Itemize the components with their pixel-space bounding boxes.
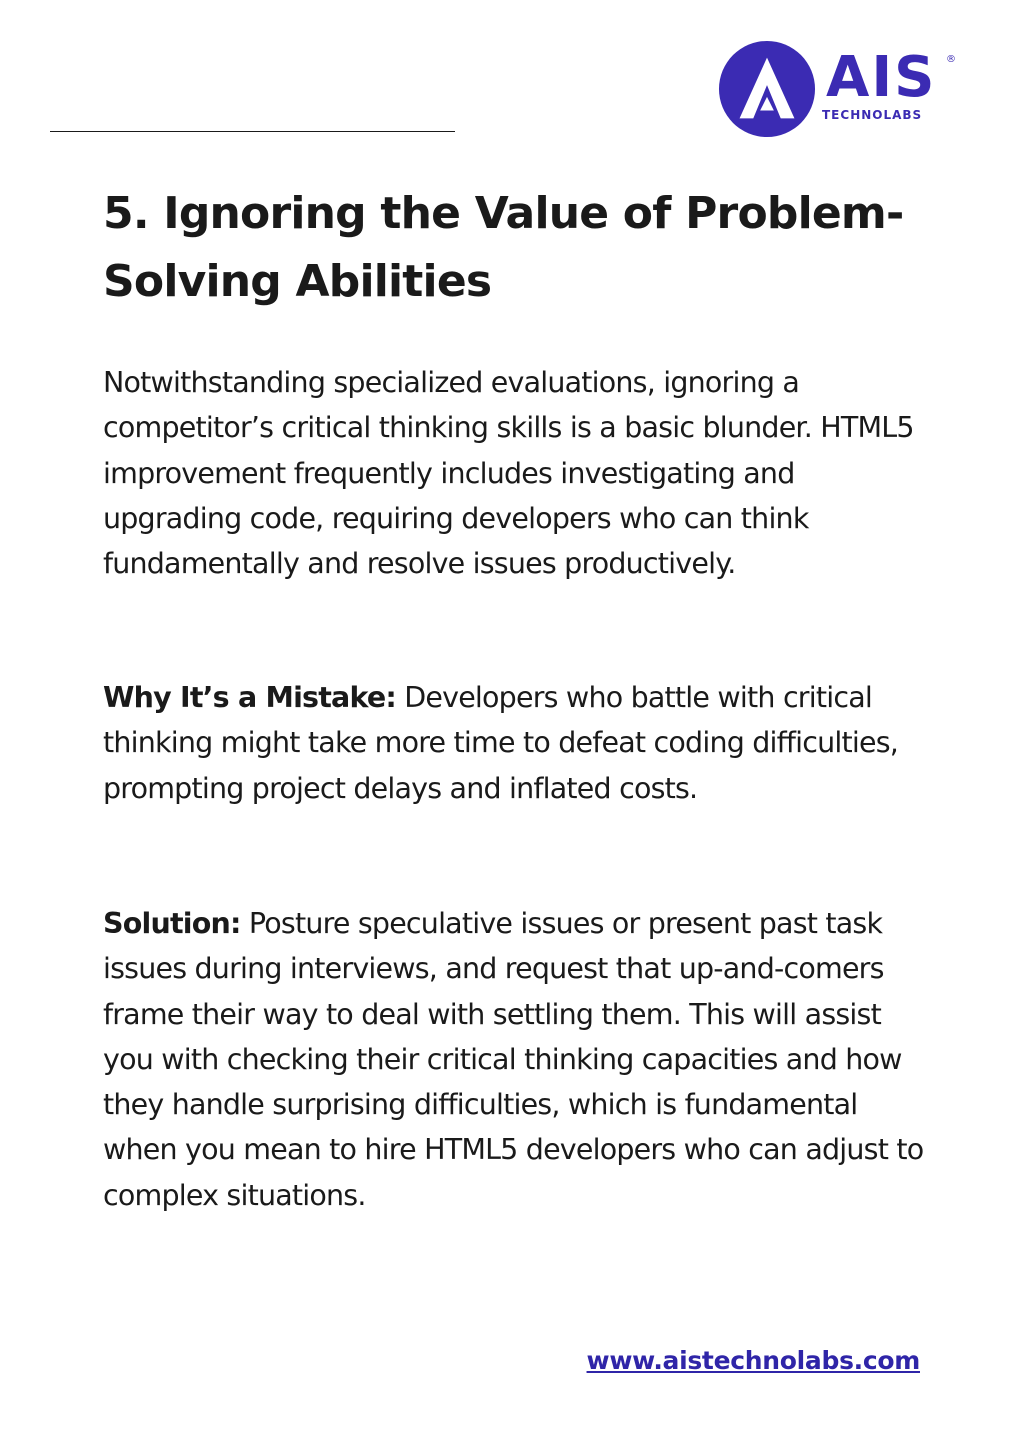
logo-brand-text: AIS (826, 45, 937, 110)
solution-text: Posture speculative issues or present past task issues during interviews, and request that up-and-comers frame their way to deal with settling them. This will assist you with checking their critical thinking capacities and how they handle surprising difficulties, which is fundamental when you mean to hire HTML5 developers who can adjust to complex situations. (103, 907, 924, 1212)
website-link[interactable]: www.aistechnolabs.com (586, 1346, 920, 1375)
page-title: 5. Ignoring the Value of Problem-Solving Abilities (103, 188, 904, 307)
mistake-label: Why It’s a Mistake: (103, 681, 396, 714)
mistake-paragraph (103, 675, 933, 811)
logo-a-icon (718, 40, 816, 138)
logo-sub-text: TECHNOLABS (822, 108, 923, 122)
intro-paragraph: Notwithstanding specialized evaluations, ignoring a competitor’s critical thinking skills is a basic blunder. HTML5 improvement frequently includes investigating and upgrading code, requiring developers who can think fundamentally and resolve issues productively. (103, 366, 914, 581)
solution-paragraph (103, 901, 933, 1218)
ais-technolabs-logo[interactable] (718, 40, 964, 140)
top-divider-line (50, 131, 455, 132)
mistake-text: Developers who battle with critical thinking might take more time to defeat coding difficulties, prompting project delays and inflated costs. (103, 681, 899, 805)
logo-registered-mark: ® (946, 54, 956, 65)
solution-label: Solution: (103, 907, 241, 940)
